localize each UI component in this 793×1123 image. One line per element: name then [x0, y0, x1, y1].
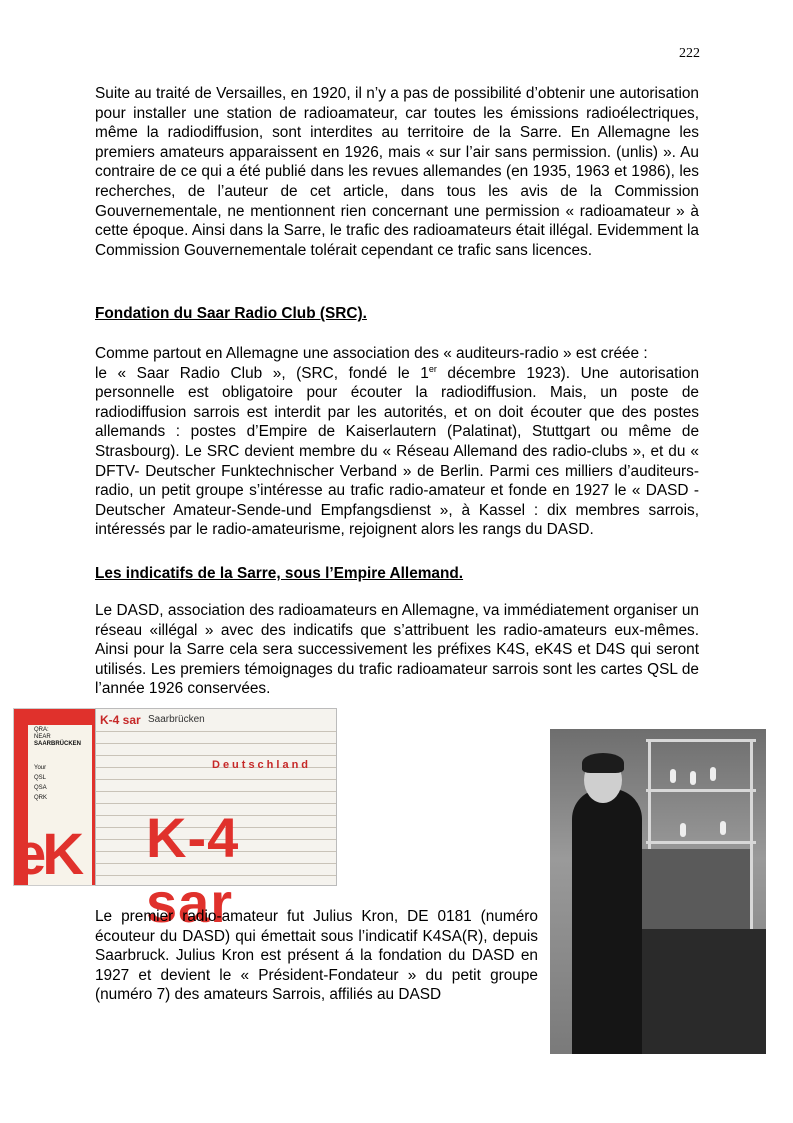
qsl-left-label: QSL	[34, 775, 47, 781]
qsl-form-line	[96, 755, 336, 756]
photo-shelf	[646, 739, 756, 742]
qsl-left-label: Your	[34, 765, 47, 771]
photo-tube	[710, 767, 716, 781]
photo-person	[572, 789, 642, 1054]
qsl-left-label: QRA:	[34, 727, 49, 733]
qsl-card-left	[13, 708, 97, 886]
superscript-er: er	[428, 363, 437, 374]
qsl-left-label: SAARBRÜCKEN	[34, 741, 82, 747]
photo-shelf	[646, 841, 756, 844]
photo-tube	[670, 769, 676, 783]
photo-tube	[680, 823, 686, 837]
photo-hair	[582, 753, 624, 773]
src-paragraph-b: décembre 1923). Une autorisation personnelle est obligatoire pour écouter la radiodiffusion. Mais, un poste de radiodiffusion sarrois est interdit par les autorités, et on doit écouter que des postes allemands : postes d’Empire de Kaiserlautern (Palatinat), Stuttgart ou même de Strasbourg). Le SRC devient membre du « Réseau Allemand des radio-clubs », et du « DFTV- Deutscher Funktechnischer Verband » de Berlin. Parmi ces milliers d’auditeurs-radio, un petit groupe s’intéresse au trafic radio-amateur et fonde en 1927 le « DASD -Deutscher Amateur-Sende-und Empfangsdienst », à Kassel : dix membres sarrois, intéressés par le radio-amateurisme, rejoignent alors les rangs du DASD.	[95, 364, 700, 539]
page-number: 222	[679, 46, 700, 61]
src-paragraph-line1: Comme partout en Allemagne une association des « auditeurs-radio » est créée :	[95, 345, 648, 362]
photo-transmitter-panel	[640, 849, 750, 929]
qsl-left-label: QSA	[34, 785, 47, 791]
qsl-card-right	[95, 708, 337, 934]
intro-paragraph: Suite au traité de Versailles, en 1920, il n’y a pas de possibilité d’obtenir une autorisation pour installer une station de radioamateur, car toutes les émissions radioélectriques, même la radiodiffusion, sont interdites au territoire de la Sarre. En Allemagne les premiers amateurs apparaissent en 1926, mais « sur l’air sans permission. (unlis) ». Au contraire de ce qui a été publié dans les revues allemandes (en 1935, 1963 et 1986), les recherches, de l’auteur de cet article, dans tous les avis de la Commission Gouvernementale, ne mentionnent rien concernant une permission « radioamateur » à cette époque. Ainsi dans la Sarre, le trafic des radioamateurs était illégal. Evidemment la Commission Gouvernementale tolérait cependant ce trafic sans licences.	[95, 85, 699, 259]
section-heading-indicatifs: Les indicatifs de la Sarre, sous l’Empire Allemand.	[95, 565, 464, 582]
section-heading-src: Fondation du Saar Radio Club (SRC).	[95, 305, 367, 322]
qsl-left-big-callsign: eK	[14, 822, 81, 887]
photo-tube	[690, 771, 696, 785]
photo-shelf-post	[750, 739, 753, 929]
qsl-right-callsign: K-4 sar	[100, 713, 141, 727]
photo-tube	[720, 821, 726, 835]
indicatifs-paragraph: Le DASD, association des radioamateurs en Allemagne, va immédiatement organiser un réseau «illégal » avec des indicatifs que s’attribuent les radio-amateurs eux-mêmes. Ainsi pour la Sarre cela sera successivement les préfixes K4S, eK4S et D4S qui seront utilisés. Les premiers témoignages du trafic radioamateur sarrois sont les cartes QSL de l’année 1926 conservées.	[95, 602, 699, 698]
src-paragraph	[95, 344, 699, 540]
qsl-right-big-callsign: K-4 sar	[146, 806, 240, 934]
src-paragraph-a: le « Saar Radio Club », (SRC, fondé le 1	[95, 364, 429, 382]
qsl-form-line	[96, 779, 336, 780]
qsl-left-label: QRK	[34, 795, 48, 801]
qsl-left-label: NEAR	[34, 734, 51, 740]
julius-kron-paragraph: Le premier radio-amateur fut Julius Kron, DE 0181 (numéro écouteur du DASD) qui émettait sous l’indicatif K4SA(R), depuis Saarbruck. Julius Kron est présent á la fondation du DASD en 1927 et devient le « Président-Fondateur » du petit groupe (numéro 7) des amateurs Sarrois, affiliés au DASD	[95, 908, 538, 1004]
qsl-form-line	[96, 803, 336, 804]
qsl-form-line	[96, 791, 336, 792]
qsl-form-line	[96, 731, 336, 732]
photo-julius-kron-station	[550, 729, 766, 1054]
photo-shelf	[646, 789, 756, 792]
qsl-right-stamp: Deutschland	[212, 759, 312, 771]
qsl-right-city: Saarbrücken	[148, 714, 205, 725]
qsl-form-line	[96, 743, 336, 744]
